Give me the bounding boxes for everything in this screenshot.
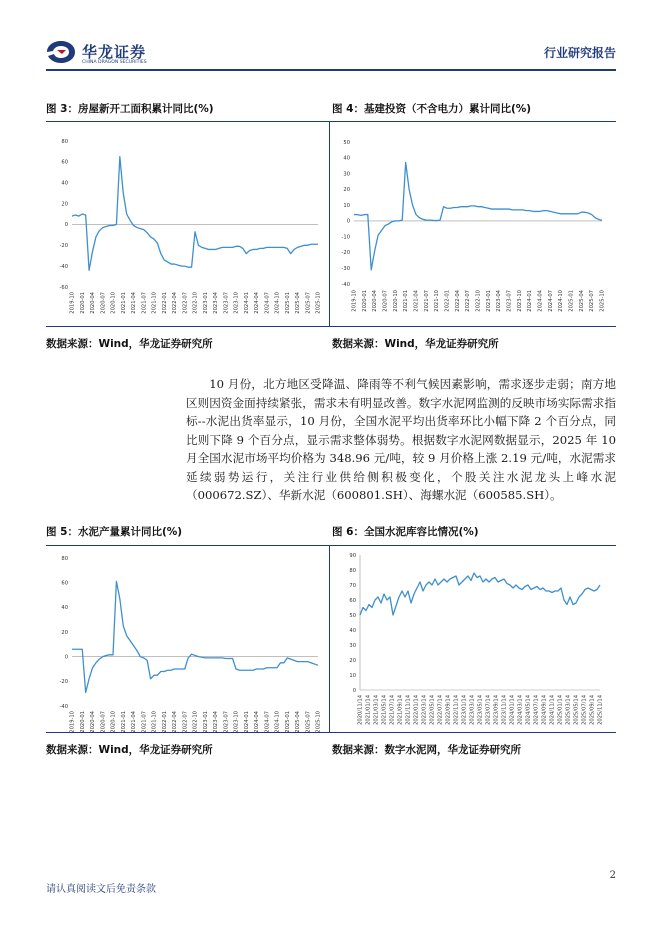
x-tick-label: 2023/05/14 [477, 695, 484, 725]
x-tick-label: 2022-10 [192, 292, 199, 314]
x-tick-label: 2025/07/14 [581, 695, 588, 725]
x-tick-label: 2021-04 [413, 290, 420, 312]
figure-5-title: 图 5：水泥产量累计同比(%) [46, 526, 183, 538]
y-tick-label: 0 [64, 654, 68, 661]
x-tick-label: 2022/05/14 [429, 695, 436, 725]
x-tick-label: 2023-04 [213, 711, 219, 733]
x-tick-label: 2023-07 [223, 711, 230, 733]
x-tick-label: 2022/01/14 [413, 695, 420, 725]
y-tick-label: -30 [341, 266, 350, 273]
series-line [360, 573, 600, 615]
y-tick-label: 40 [349, 627, 356, 634]
x-tick-label: 2025-01 [568, 290, 575, 312]
x-tick-label: 2025-10 [599, 290, 606, 312]
x-tick-label: 2025-07 [589, 290, 596, 312]
x-tick-label: 2020-10 [110, 292, 117, 314]
x-tick-label: 2023-04 [213, 292, 219, 314]
y-tick-label: 0 [346, 218, 350, 225]
x-tick-label: 2022-01 [444, 290, 451, 312]
x-tick-label: 2022-10 [475, 290, 482, 312]
y-tick-label: 60 [61, 159, 68, 166]
x-tick-label: 2025-07 [305, 711, 312, 733]
x-tick-label: 2020-01 [79, 711, 86, 733]
x-tick-label: 2020-10 [110, 711, 117, 733]
x-tick-label: 2022-10 [192, 711, 199, 733]
x-tick-label: 2023-01 [202, 292, 209, 314]
y-tick-label: 30 [343, 171, 350, 178]
x-tick-label: 2025/03/14 [565, 695, 572, 725]
x-tick-label: 2024-07 [547, 290, 554, 312]
x-tick-label: 2025-10 [315, 711, 322, 733]
x-tick-label: 2021-01 [120, 292, 127, 314]
x-tick-label: 2024-07 [264, 711, 271, 733]
x-tick-label: 2023-07 [223, 292, 230, 314]
x-tick-label: 2025/01/14 [557, 695, 564, 725]
y-tick-label: 60 [349, 597, 356, 604]
x-tick-label: 2021/11/14 [405, 695, 412, 725]
x-tick-label: 2021-07 [141, 711, 148, 733]
y-tick-label: 10 [343, 202, 350, 209]
x-tick-label: 2023/01/14 [461, 695, 468, 725]
x-tick-label: 2020-07 [100, 292, 107, 314]
figure-6-chart [330, 546, 616, 734]
x-tick-label: 2024-04 [254, 711, 260, 733]
x-tick-label: 2021-10 [151, 292, 158, 314]
disclaimer-note: 请认真阅读文后免责条款 [46, 884, 156, 895]
x-tick-label: 2020-01 [361, 290, 368, 312]
y-tick-label: -60 [59, 284, 68, 291]
y-tick-label: 20 [343, 187, 350, 194]
y-tick-label: -20 [341, 250, 350, 257]
x-tick-label: 2022-07 [465, 290, 472, 312]
x-tick-label: 2021/01/14 [365, 695, 372, 725]
y-tick-label: 90 [349, 552, 356, 559]
y-tick-label: 50 [343, 139, 350, 146]
x-tick-label: 2024-01 [243, 292, 250, 314]
figure-3-title: 图 3：房屋新开工面积累计同比(%) [46, 103, 214, 115]
x-tick-label: 2022-01 [161, 292, 168, 314]
figure-6-source: 数据来源：数字水泥网，华龙证券研究所 [332, 744, 521, 756]
figure-3-frame [46, 121, 330, 327]
series-line [72, 581, 318, 692]
x-tick-label: 2021-04 [131, 711, 137, 733]
x-tick-label: 2021-07 [423, 290, 430, 312]
y-tick-label: 80 [61, 555, 68, 562]
x-tick-label: 2023-10 [516, 290, 523, 312]
figure-6-title: 图 6：全国水泥库容比情况(%) [332, 526, 479, 538]
y-tick-label: 70 [349, 582, 356, 589]
y-tick-label: -40 [59, 703, 68, 710]
x-tick-label: 2025-10 [315, 292, 322, 314]
series-line [354, 163, 602, 270]
figure-4-frame [330, 121, 616, 327]
figure-6-frame [330, 545, 616, 733]
x-tick-label: 2021-10 [151, 711, 158, 733]
x-tick-label: 2020-07 [382, 290, 389, 312]
series-line [72, 157, 318, 271]
x-tick-label: 2024-10 [558, 290, 565, 312]
x-tick-label: 2024/03/14 [517, 695, 524, 725]
x-tick-label: 2022/03/14 [421, 695, 428, 725]
x-tick-label: 2019-10 [69, 292, 76, 314]
x-tick-label: 2020/11/14 [357, 695, 364, 725]
x-tick-label: 2024/11/14 [549, 695, 556, 725]
x-tick-label: 2023-10 [233, 711, 240, 733]
x-tick-label: 2022-07 [182, 711, 189, 733]
x-tick-label: 2022-04 [172, 292, 178, 314]
page-number: 2 [609, 870, 616, 881]
x-tick-label: 2024-04 [254, 292, 260, 314]
x-tick-label: 2022/09/14 [445, 695, 452, 725]
x-tick-label: 2021-10 [434, 290, 441, 312]
x-tick-label: 2025/09/14 [589, 695, 596, 725]
x-tick-label: 2021-04 [131, 292, 137, 314]
x-tick-label: 2020-04 [372, 290, 379, 312]
y-tick-label: 20 [61, 201, 68, 208]
x-tick-label: 2025-01 [284, 292, 291, 314]
y-tick-label: 60 [61, 580, 68, 587]
figure-3-chart [46, 122, 330, 328]
figure-4-source: 数据来源：Wind，华龙证券研究所 [332, 338, 499, 350]
x-tick-label: 2025-01 [284, 711, 291, 733]
x-tick-label: 2024-04 [537, 290, 544, 312]
x-tick-label: 2021/05/14 [381, 695, 388, 725]
x-tick-label: 2023-07 [506, 290, 513, 312]
x-tick-label: 2021-01 [120, 711, 127, 733]
x-tick-label: 2019-10 [351, 290, 358, 312]
y-tick-label: 0 [352, 687, 356, 694]
figure-4-title: 图 4：基建投资（不含电力）累计同比(%) [332, 103, 532, 115]
y-tick-label: -10 [341, 234, 350, 241]
brand-english-name: CHINA DRAGON SECURITIES [82, 60, 147, 65]
x-tick-label: 2023/09/14 [493, 695, 500, 725]
body-paragraph: 10 月份，北方地区受降温、降雨等不利气候因素影响，需求逐步走弱；南方地区则因资金面持续紧张，需求未有明显改善。数字水泥网监测的反映市场实际需求指标--水泥出货率显示，10 月份，全国水泥平均出货率环比小幅下降 2 个百分点，同比则下降 9 个百分点，显示需求整体弱势。根据数字水泥网数据显示，2025 年 10 月全国水泥市场平均价格为 348.96 元/吨，较 9 月价格上涨 2.19 元/吨，水泥需求延续弱势运行，关注行业供给侧积极变化，个股关注水泥龙头上峰水泥（000672.SZ）、华新水泥（600801.SH）、海螺水泥（600585.SH）。 [186, 377, 616, 502]
dragon-logo-icon [44, 40, 78, 64]
report-type-label: 行业研究报告 [543, 46, 616, 60]
x-tick-label: 2022-07 [182, 292, 189, 314]
brand-name: 华龙证券 [82, 43, 147, 61]
figure-5-frame [46, 545, 330, 733]
y-tick-label: -40 [341, 281, 350, 288]
x-tick-label: 2023-01 [485, 290, 492, 312]
page-header [0, 0, 662, 72]
x-tick-label: 2023/07/14 [485, 695, 492, 725]
x-tick-label: 2022-04 [172, 711, 178, 733]
x-tick-label: 2024-07 [264, 292, 271, 314]
y-tick-label: 30 [349, 642, 356, 649]
y-tick-label: 20 [349, 657, 356, 664]
y-tick-label: -40 [59, 263, 68, 270]
x-tick-label: 2024-10 [274, 292, 281, 314]
x-tick-label: 2024-01 [527, 290, 534, 312]
x-tick-label: 2025-04 [295, 711, 301, 733]
y-tick-label: 0 [64, 222, 68, 229]
y-tick-label: 40 [61, 180, 68, 187]
x-tick-label: 2021/03/14 [373, 695, 380, 725]
y-tick-label: -20 [59, 243, 68, 250]
x-tick-label: 2024/01/14 [509, 695, 516, 725]
y-tick-label: 40 [343, 155, 350, 162]
x-tick-label: 2022/11/14 [453, 695, 460, 725]
figure-5-chart [46, 546, 330, 734]
x-tick-label: 2020-04 [90, 292, 96, 314]
y-tick-label: 40 [61, 605, 68, 612]
x-tick-label: 2024-01 [243, 711, 250, 733]
x-tick-label: 2025/05/14 [573, 695, 580, 725]
x-tick-label: 2020-10 [392, 290, 399, 312]
figure-4-chart [330, 122, 616, 328]
y-tick-label: 80 [349, 567, 356, 574]
x-tick-label: 2022/07/14 [437, 695, 444, 725]
x-tick-label: 2023/11/14 [501, 695, 508, 725]
x-tick-label: 2023-01 [202, 711, 209, 733]
x-tick-label: 2025/11/14 [597, 695, 604, 725]
x-tick-label: 2021/09/14 [397, 695, 404, 725]
x-tick-label: 2022-04 [454, 290, 461, 312]
x-tick-label: 2023-04 [496, 290, 503, 312]
x-tick-label: 2025-04 [295, 292, 301, 314]
y-tick-label: -20 [59, 679, 68, 686]
x-tick-label: 2023-10 [233, 292, 240, 314]
figure-5-source: 数据来源：Wind，华龙证券研究所 [46, 744, 213, 756]
y-tick-label: 50 [349, 612, 356, 619]
y-tick-label: 10 [349, 672, 356, 679]
x-tick-label: 2020-04 [90, 711, 96, 733]
x-tick-label: 2025-04 [578, 290, 585, 312]
x-tick-label: 2024/05/14 [525, 695, 532, 725]
x-tick-label: 2024-10 [274, 711, 281, 733]
header-divider [46, 69, 616, 71]
x-tick-label: 2020-07 [100, 711, 107, 733]
x-tick-label: 2022-01 [161, 711, 168, 733]
x-tick-label: 2023/03/14 [469, 695, 476, 725]
x-tick-label: 2025-07 [305, 292, 312, 314]
x-tick-label: 2024/07/14 [533, 695, 540, 725]
x-tick-label: 2021-01 [403, 290, 410, 312]
y-tick-label: 80 [61, 138, 68, 145]
figure-3-source: 数据来源：Wind，华龙证券研究所 [46, 338, 213, 350]
y-tick-label: 20 [61, 629, 68, 636]
x-tick-label: 2024/09/14 [541, 695, 548, 725]
x-tick-label: 2021-07 [141, 292, 148, 314]
x-tick-label: 2021/07/14 [389, 695, 396, 725]
x-tick-label: 2019-10 [69, 711, 76, 733]
x-tick-label: 2020-01 [79, 292, 86, 314]
